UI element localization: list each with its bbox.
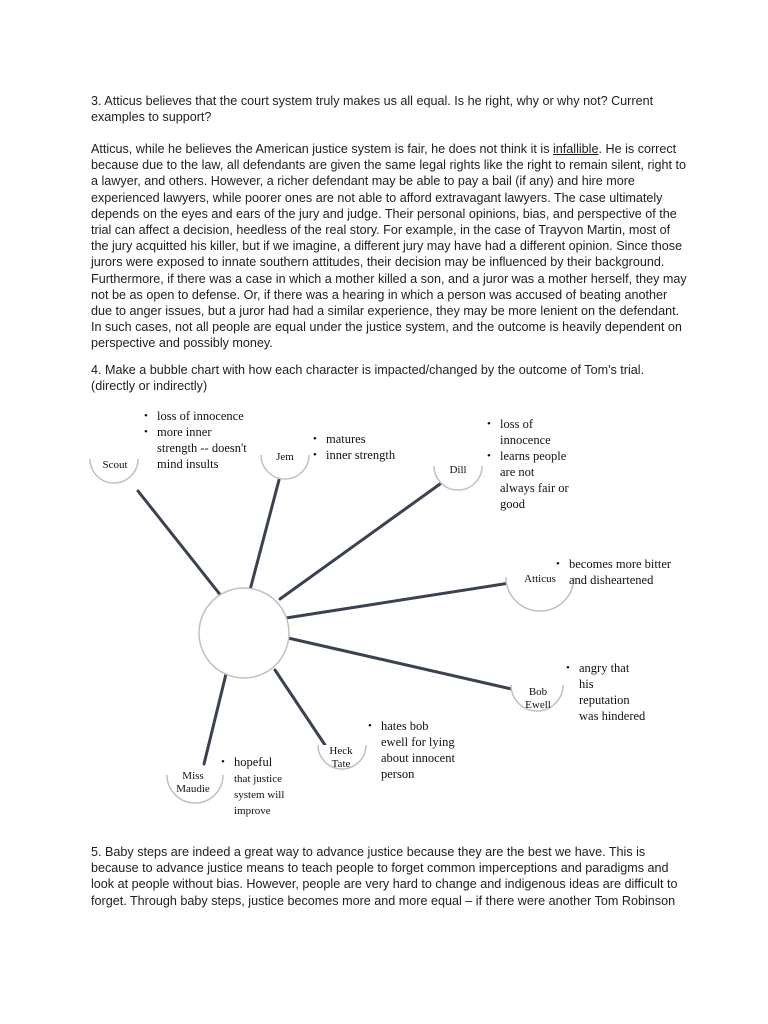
question-3: 3. Atticus believes that the court system truly makes us all equal. Is he right, why or why not? Current examples to support? [91,94,654,125]
connector-scout [138,491,222,597]
scout-note-item: • more inner strength -- doesn't mind insults [144,424,249,472]
miss-maudie-notes [221,754,303,818]
bob-ewell-notes [566,660,646,724]
heck-tate-label-line2: Tate [331,758,351,770]
jem-note-item: • matures [313,431,423,447]
jem-note-item: • inner strength [313,447,423,463]
bob-ewell-note-item: • angry that his reputation was hindered [566,660,646,724]
answer-5: 5. Baby steps are indeed a great way to advance justice because they are the best we have. This is because to advance justice means to teach people to forget common imperceptions and paradigms and look at people without bias. However, people are very hard to change and indigenous ideas are difficult to forget. Through baby steps, justice becomes more and more equal – if there were another Tom Robinson [91,845,678,908]
miss-maudie-note-item [221,754,303,818]
miss-maudie-note-rest: that justice system will improve [234,773,285,817]
atticus-note-item: • becomes more bitter and disheartened [556,556,676,588]
heck-tate-label-line1: Heck [329,745,353,757]
center-bubble [199,588,289,678]
miss-maudie-label-line1: Miss [182,770,204,782]
heck-tate-notes [368,718,458,782]
answer-3-part1: Atticus, while he believes the American justice system is fair, he does not think it is [91,142,553,156]
question-4: 4. Make a bubble chart with how each character is impacted/changed by the outcome of Tom's trial. (directly or indirectly) [91,363,645,394]
connector-atticus [286,583,510,618]
connector-bob-ewell [288,638,516,690]
miss-maudie-label-line2: Maudie [176,783,210,795]
atticus-notes [556,556,676,588]
bob-ewell-label-line1: Bob [528,686,548,698]
jem-label: Jem [276,451,294,463]
jem-notes [313,431,423,463]
miss-maudie-note-main: hopeful [234,755,273,769]
dill-note-item: • learns people are not always fair or good [487,448,569,512]
connector-jem [250,480,279,590]
dill-note-item: • loss of innocence [487,416,569,448]
heck-tate-note-item: • hates bob ewell for lying about innocent person [368,718,458,782]
bob-ewell-label-line2: Ewell [525,699,551,711]
dill-notes [487,416,569,512]
answer-3-part2: . He is correct because due to the law, all defendants are given the same legal rights like the right to remain silent, right to a lawyer, and others. However, a richer defendant may be able to pay a bail (if any) and hire more experienced lawyers, while poorer ones are not able to afford extravagant lawyers. The case ultimately depends on the eyes and ears of the jury and judge. Their personal opinions, bias, and perspective of the trial can affect a decision, heedless of the real story. For example, in the case of Trayvon Martin, most of the jury acquitted his killer, but if we imagine, a different jury may have had a different opinion. Since those jurors were exposed to innate southern attitudes, their decision may be influenced by their background. Furthermore, if there was a case in which a mother killed a son, and a juror was a mother herself, they may not be as open to defense. Or, if there was a hearing in which a person was accused of beating another due to anger issues, but a juror had had a similar experience, they may be more lenient on the defendant. In such cases, not all people are equal under the justice system, and the outcome is heavily dependent on perspective and possibly money. [91,142,687,351]
dill-label: Dill [449,464,467,476]
atticus-label: Atticus [524,573,556,585]
connector-dill [280,484,440,599]
connector-miss-maudie [204,674,226,764]
connector-heck-tate [275,670,325,745]
scout-notes [144,408,249,472]
answer-3-underlined-word: infallible [552,142,599,156]
scout-label: Scout [102,459,128,471]
scout-note-item: • loss of innocence [144,408,249,424]
